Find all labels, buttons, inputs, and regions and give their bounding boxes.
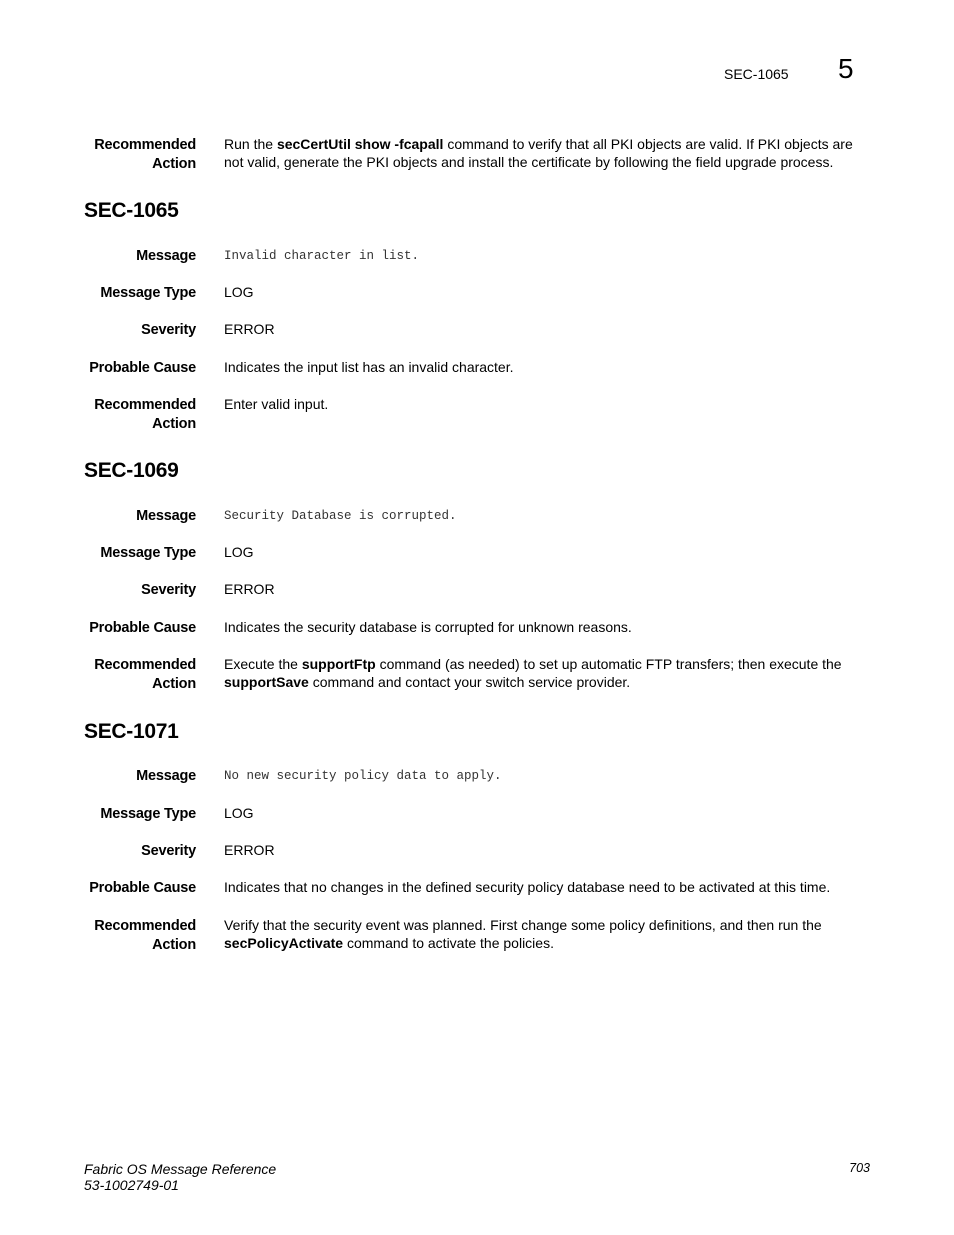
recommended-action-value: Verify that the security event was planned. First change some policy definitions, and then run the secPolicyActivate command to activate the policies. — [224, 917, 822, 951]
probable-cause-label: Probable Cause — [89, 360, 196, 376]
probable-cause-label: Probable Cause — [89, 620, 196, 636]
message-value: Invalid character in list. — [224, 249, 420, 263]
recommended-action-value: Enter valid input. — [224, 396, 329, 412]
chapter-number: 5 — [838, 53, 854, 84]
footer-doc-number: 53-1002749-01 — [84, 1177, 179, 1193]
probable-cause-value: Indicates the input list has an invalid character. — [224, 359, 514, 375]
probable-cause-value: Indicates the security database is corrupted for unknown reasons. — [224, 619, 632, 635]
entry-heading: SEC-1071 — [84, 720, 179, 743]
recommended-action-value: Run the secCertUtil show -fcapall command to verify that all PKI objects are valid. If PKI objects are not valid, generate the PKI objects and install the certificate by following the field upgrade process. — [224, 136, 853, 170]
footer-document-info — [84, 1161, 276, 1193]
severity-label: Severity — [141, 843, 196, 859]
page-number: 703 — [849, 1161, 870, 1175]
recommended-action-label: Recommended Action — [94, 657, 196, 692]
message-type-label: Message Type — [100, 806, 196, 822]
recommended-action-value: Execute the supportFtp command (as needed) to set up automatic FTP transfers; then execute the supportSave command and contact your switch service provider. — [224, 656, 842, 690]
message-value: Security Database is corrupted. — [224, 509, 457, 523]
message-type-value: LOG — [224, 284, 254, 300]
message-type-value: LOG — [224, 805, 254, 821]
probable-cause-label: Probable Cause — [89, 880, 196, 896]
severity-value: ERROR — [224, 842, 275, 858]
message-type-label: Message Type — [100, 285, 196, 301]
message-value: No new security policy data to apply. — [224, 769, 502, 783]
footer-title: Fabric OS Message Reference — [84, 1161, 277, 1177]
severity-value: ERROR — [224, 581, 275, 597]
severity-label: Severity — [141, 322, 196, 338]
probable-cause-value: Indicates that no changes in the defined security policy database need to be activated at this time. — [224, 879, 831, 895]
recommended-action-label: Recommended Action — [94, 397, 196, 432]
recommended-action-label: Recommended Action — [94, 137, 196, 172]
message-label: Message — [136, 508, 196, 524]
entry-heading: SEC-1065 — [84, 199, 179, 222]
running-header-section: SEC-1065 — [724, 66, 789, 82]
message-type-label: Message Type — [100, 545, 196, 561]
message-label: Message — [136, 768, 196, 784]
recommended-action-label: Recommended Action — [94, 918, 196, 953]
message-label: Message — [136, 248, 196, 264]
severity-label: Severity — [141, 582, 196, 598]
severity-value: ERROR — [224, 321, 275, 337]
message-type-value: LOG — [224, 544, 254, 560]
entry-heading: SEC-1069 — [84, 459, 179, 482]
